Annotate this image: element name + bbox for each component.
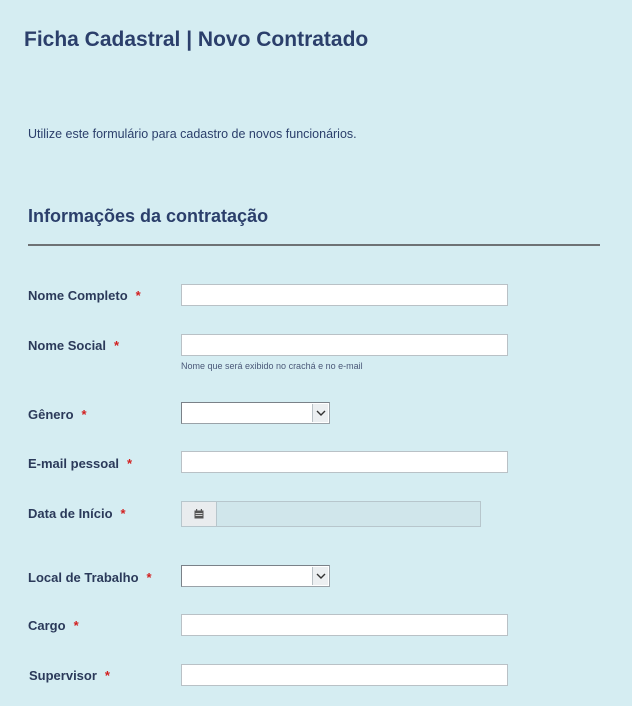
nome-social-helper-text: Nome que será exibido no crachá e no e-mail xyxy=(181,361,363,371)
label-text: Data de Início xyxy=(28,506,113,521)
label-genero xyxy=(28,407,87,422)
form-title: Ficha Cadastral | Novo Contratado xyxy=(24,28,369,51)
calendar-icon xyxy=(194,509,204,519)
chevron-down-icon[interactable] xyxy=(312,404,328,422)
local-trabalho-select[interactable] xyxy=(181,565,330,587)
required-marker: * xyxy=(81,407,87,422)
label-text: Local de Trabalho xyxy=(28,570,139,585)
genero-select[interactable] xyxy=(181,402,330,424)
label-text: Nome Completo xyxy=(28,288,128,303)
label-email-pessoal xyxy=(28,456,132,471)
nome-social-input[interactable] xyxy=(181,334,508,356)
label-cargo xyxy=(28,618,79,633)
email-pessoal-input[interactable] xyxy=(181,451,508,473)
label-local-trabalho xyxy=(28,570,152,585)
required-marker: * xyxy=(135,288,141,303)
form-intro-text: Utilize este formulário para cadastro de novos funcionários. xyxy=(28,127,357,141)
label-nome-completo xyxy=(28,288,141,303)
required-marker: * xyxy=(114,338,120,353)
calendar-button[interactable] xyxy=(182,502,217,526)
required-marker: * xyxy=(127,456,133,471)
nome-completo-input[interactable] xyxy=(181,284,508,306)
required-marker: * xyxy=(146,570,152,585)
required-marker: * xyxy=(120,506,126,521)
data-inicio-picker xyxy=(181,501,481,527)
label-text: Cargo xyxy=(28,618,66,633)
label-data-inicio xyxy=(28,506,126,521)
data-inicio-input[interactable] xyxy=(217,502,480,526)
section-title: Informações da contratação xyxy=(28,206,269,226)
label-text: Nome Social xyxy=(28,338,107,353)
label-text: E-mail pessoal xyxy=(28,456,120,471)
required-marker: * xyxy=(104,668,110,683)
label-supervisor xyxy=(29,668,110,683)
label-text: Supervisor xyxy=(29,668,97,683)
label-text: Gênero xyxy=(28,407,74,422)
label-nome-social xyxy=(28,338,119,353)
cargo-input[interactable] xyxy=(181,614,508,636)
supervisor-input[interactable] xyxy=(181,664,508,686)
chevron-down-icon[interactable] xyxy=(312,567,328,585)
required-marker: * xyxy=(73,618,79,633)
section-divider xyxy=(28,244,600,246)
